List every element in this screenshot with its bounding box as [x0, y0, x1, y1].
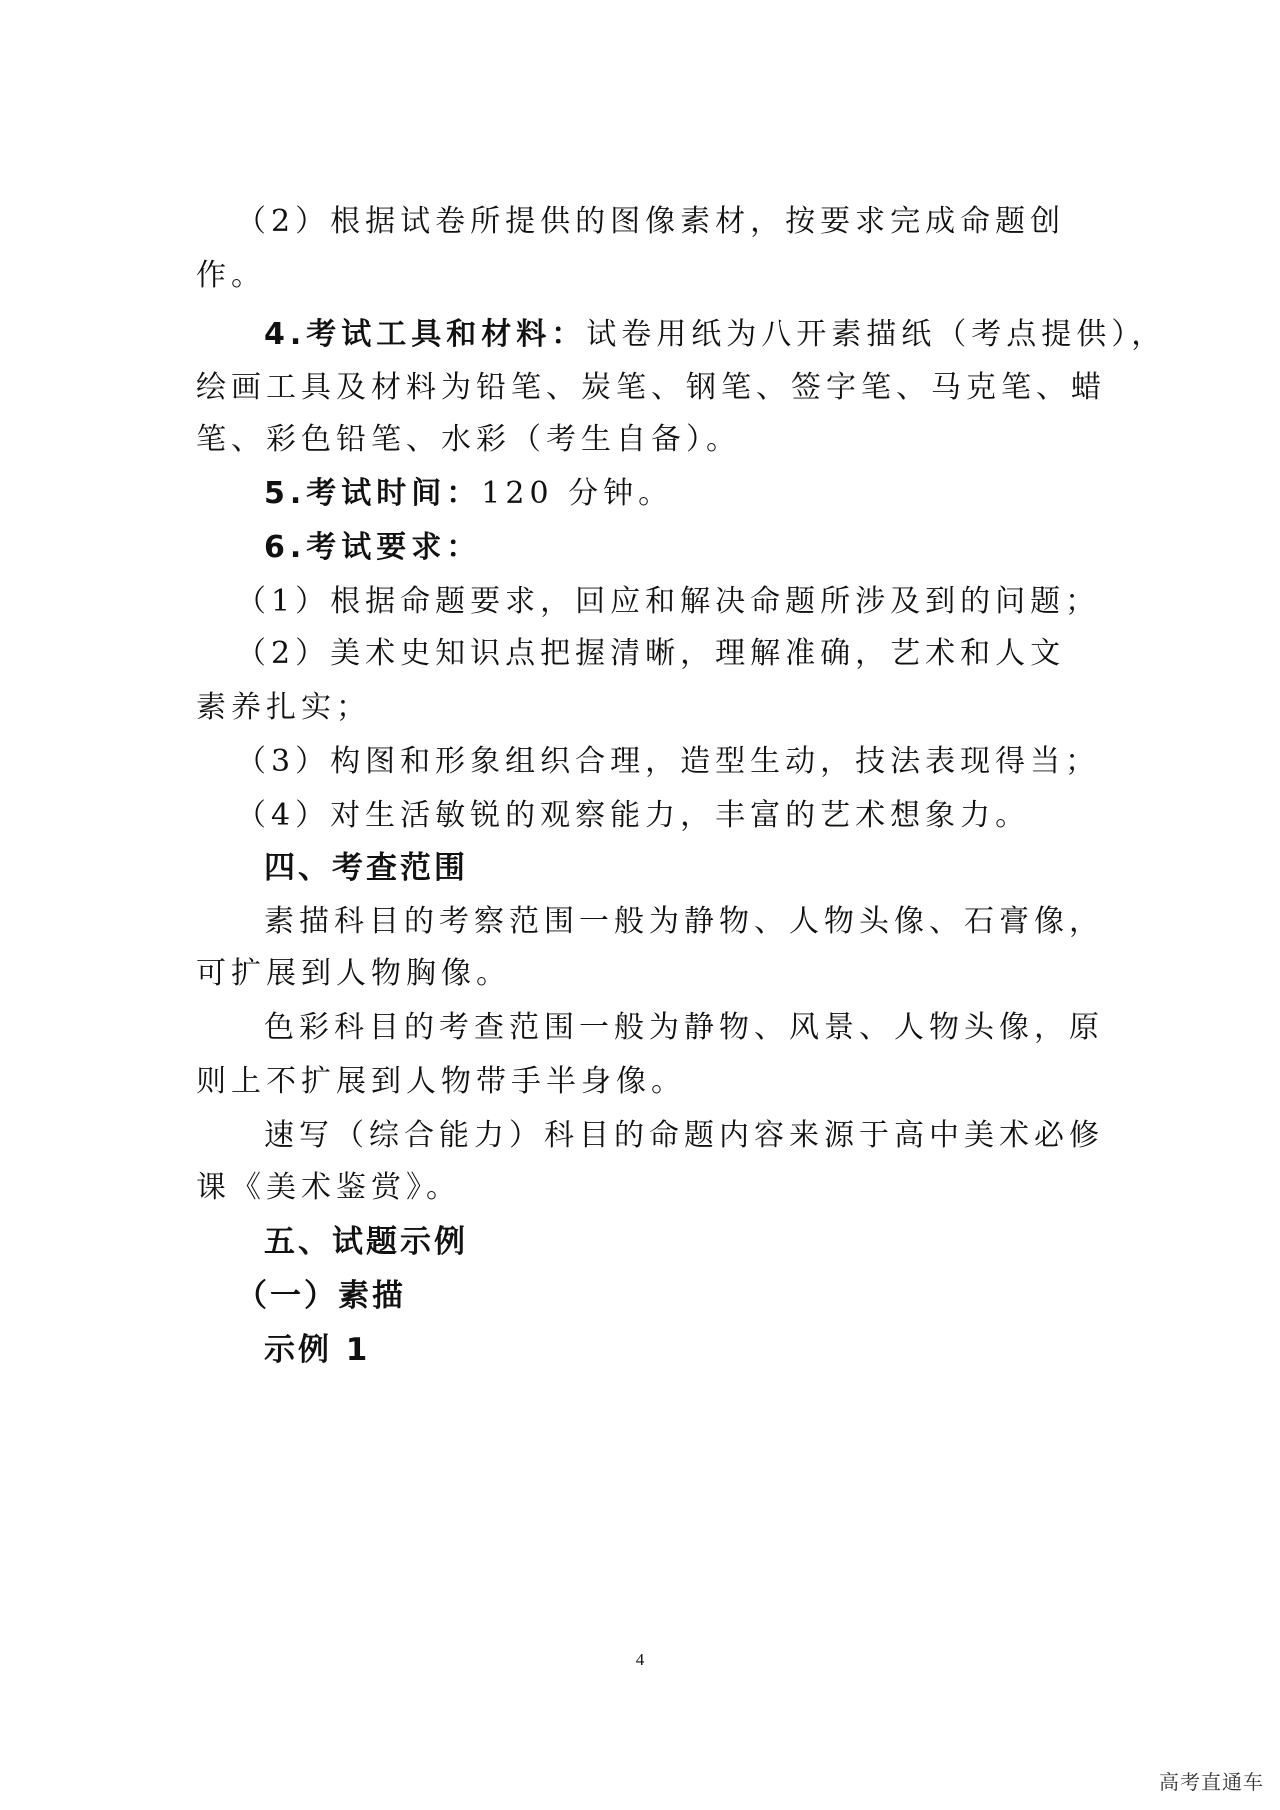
paragraph-line: 则上不扩展到人物带手半身像。: [196, 1064, 686, 1099]
paragraph-line: 绘画工具及材料为铅笔、炭笔、钢笔、签字笔、马克笔、蜡: [196, 370, 1106, 405]
paragraph-line: 课《美术鉴赏》。: [196, 1170, 461, 1205]
watermark-text: 高考直通车: [1159, 1770, 1264, 1794]
paragraph-line: （2）根据试卷所提供的图像素材，按要求完成命题创: [236, 204, 1066, 239]
section-heading: 四、考查范围: [264, 850, 468, 886]
example-heading: 示例 1: [264, 1332, 371, 1368]
item-lead: 5.考试时间：: [264, 476, 482, 511]
paragraph-line: 笔、彩色铅笔、水彩（考生自备）。: [196, 422, 741, 457]
paragraph-line: [264, 305, 1167, 365]
section-heading: 五、试题示例: [264, 1224, 468, 1260]
paragraph-line: [264, 518, 1164, 578]
paragraph-line: （4）对生活敏锐的观察能力，丰富的艺术想象力。: [236, 798, 1031, 833]
page-number: 4: [635, 1650, 645, 1669]
paragraph-line: 速写（综合能力）科目的命题内容来源于高中美术必修: [264, 1118, 1104, 1153]
paragraph-line: 素描科目的考察范围一般为静物、人物头像、石膏像，: [264, 904, 1104, 939]
item-text: 120 分钟。: [481, 476, 674, 511]
paragraph-line: （3）构图和形象组织合理，造型生动，技法表现得当；: [236, 744, 1101, 779]
item-text: 试卷用纸为八开素描纸（考点提供），: [586, 317, 1167, 352]
subsection-heading: （一）素描: [236, 1278, 406, 1314]
paragraph-line: 色彩科目的考查范围一般为静物、风景、人物头像，原: [264, 1010, 1104, 1045]
paragraph-line: 作。: [196, 258, 266, 293]
paragraph-line: [264, 464, 1164, 524]
paragraph-line: （2）美术史知识点把握清晰，理解准确，艺术和人文: [236, 636, 1066, 671]
paragraph-line: 素养扎实；: [196, 690, 371, 725]
item-lead: 4.考试工具和材料：: [264, 317, 587, 352]
paragraph-line: （1）根据命题要求，回应和解决命题所涉及到的问题；: [236, 584, 1101, 619]
paragraph-line: 可扩展到人物胸像。: [196, 956, 511, 991]
item-lead: 6.考试要求：: [264, 530, 482, 565]
